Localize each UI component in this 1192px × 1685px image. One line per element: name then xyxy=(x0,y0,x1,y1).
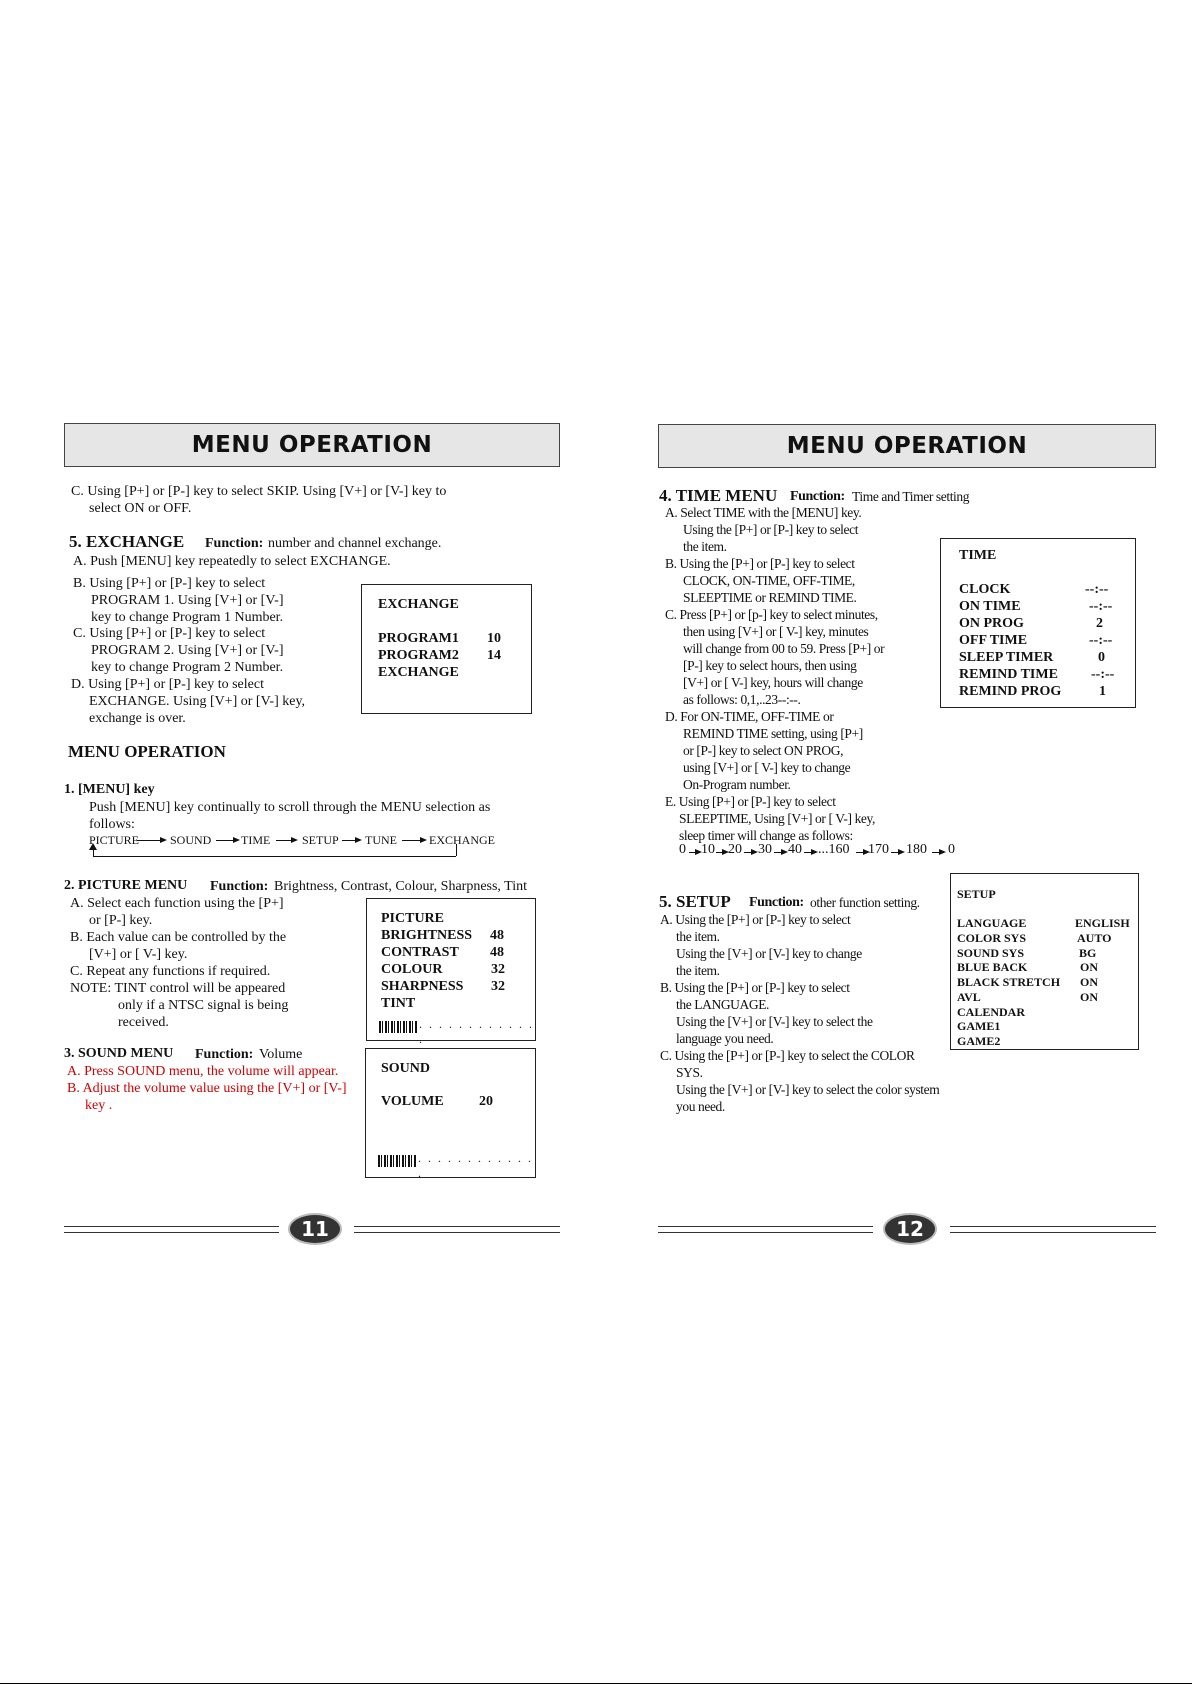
level-bar-icon xyxy=(378,1155,416,1167)
exchange-function-label: Function: xyxy=(205,536,264,551)
sound-line: key . xyxy=(85,1098,113,1113)
picture-line: received. xyxy=(118,1015,169,1030)
exchange-line: D. Using [P+] or [P-] key to select xyxy=(71,677,264,692)
exchange-box-title: EXCHANGE xyxy=(378,597,459,612)
time-box-value: --:-- xyxy=(1089,633,1113,648)
loop-line-bottom xyxy=(93,856,456,857)
setup-line: SYS. xyxy=(676,1065,703,1080)
skip-line-1: C. Using [P+] or [P-] key to select SKIP. Using [V+] or [V-] key to xyxy=(71,484,447,499)
setup-box-value: ON xyxy=(1080,990,1098,1004)
setup-line: Using the [V+] or [V-] key to select the xyxy=(676,1014,873,1029)
setup-box-title: SETUP xyxy=(957,887,996,901)
sleep-value: 40 xyxy=(788,842,802,857)
picture-line: C. Repeat any functions if required. xyxy=(70,964,271,979)
menu-operation-heading: MENU OPERATION xyxy=(68,742,226,761)
setup-box-label: GAME1 xyxy=(957,1019,1001,1033)
flow-item-setup: SETUP xyxy=(302,833,339,847)
flow-item-tune: TUNE xyxy=(365,833,397,847)
arrow-icon xyxy=(932,852,944,853)
setup-function-value: other function setting. xyxy=(810,895,920,910)
level-bar-icon xyxy=(379,1021,417,1033)
arrow-icon xyxy=(774,852,786,853)
sound-heading: 3. SOUND MENU xyxy=(64,1046,174,1061)
level-dots: . . . . . . . . . . . . . xyxy=(419,1017,534,1046)
time-function-value: Time and Timer setting xyxy=(852,489,970,504)
time-box-label: REMIND PROG xyxy=(959,684,1062,699)
page-banner-left xyxy=(64,423,560,467)
setup-box-label: CALENDAR xyxy=(957,1005,1026,1019)
setup-box-value: BG xyxy=(1079,946,1097,960)
sound-box-value: 20 xyxy=(479,1094,493,1109)
flow-item-exchange: EXCHANGE xyxy=(429,833,495,847)
exchange-line: key to change Program 1 Number. xyxy=(91,610,284,625)
time-line: D. For ON-TIME, OFF-TIME or xyxy=(665,709,834,724)
picture-line: or [P-] key. xyxy=(89,913,153,928)
time-box-label: REMIND TIME xyxy=(959,667,1058,682)
exchange-line: PROGRAM 1. Using [V+] or [V-] xyxy=(91,593,284,608)
exchange-line: B. Using [P+] or [P-] key to select xyxy=(73,576,266,591)
time-box-label: SLEEP TIMER xyxy=(959,650,1054,665)
arrow-icon xyxy=(856,852,868,853)
setup-line: the item. xyxy=(676,963,720,978)
setup-box-value: AUTO xyxy=(1077,931,1112,945)
time-line: then using [V+] or [ V-] key, minutes xyxy=(683,624,869,639)
time-line: SLEEPTIME or REMIND TIME. xyxy=(683,590,857,605)
picture-osd-box xyxy=(366,898,536,1046)
picture-line: A. Select each function using the [P+] xyxy=(70,896,284,911)
exchange-heading: 5. EXCHANGE xyxy=(69,532,185,551)
sleep-value: 170 xyxy=(868,842,889,857)
flow-item-picture: PICTURE xyxy=(89,833,140,847)
time-box-value: 1 xyxy=(1099,684,1106,699)
time-osd-box xyxy=(940,538,1136,708)
exchange-line: EXCHANGE. Using [V+] or [V-] key, xyxy=(89,694,306,709)
setup-line: B. Using the [P+] or [P-] key to select xyxy=(660,980,850,995)
setup-box-label: SOUND SYS xyxy=(957,946,1025,960)
time-line: A. Select TIME with the [MENU] key. xyxy=(665,505,862,520)
flow-item-time: TIME xyxy=(241,833,271,847)
exchange-line: key to change Program 2 Number. xyxy=(91,660,284,675)
time-line: SLEEPTIME, Using [V+] or [ V-] key, xyxy=(679,811,875,826)
time-box-label: CLOCK xyxy=(959,582,1011,597)
exchange-line: PROGRAM 2. Using [V+] or [V-] xyxy=(91,643,284,658)
picture-heading: 2. PICTURE MENU xyxy=(64,878,188,893)
time-box-label: ON PROG xyxy=(959,616,1024,631)
time-line: or [P-] key to select ON PROG, xyxy=(683,743,844,758)
loop-line-left xyxy=(93,849,94,856)
menu-key-line: follows: xyxy=(89,817,135,832)
arrow-icon xyxy=(804,852,816,853)
time-line: REMIND TIME setting, using [P+] xyxy=(683,726,863,741)
picture-box-value: 32 xyxy=(491,962,505,977)
time-line: B. Using the [P+] or [P-] key to select xyxy=(665,556,855,571)
sleep-value: 180 xyxy=(906,842,927,857)
arrow-icon xyxy=(137,840,165,841)
exchange-line: exchange is over. xyxy=(89,711,186,726)
picture-box-value: 48 xyxy=(490,928,504,943)
setup-heading: 5. SETUP xyxy=(659,892,731,911)
level-dots: . . . . . . . . . . . . . xyxy=(418,1151,533,1180)
flow-item-sound: SOUND xyxy=(170,833,212,847)
sound-box-title: SOUND xyxy=(381,1061,431,1076)
sound-box-label: VOLUME xyxy=(381,1094,444,1109)
time-line: using [V+] or [ V-] key to change xyxy=(683,760,851,775)
setup-line: Using the [V+] or [V-] key to select the color system xyxy=(676,1082,940,1097)
time-heading: 4. TIME MENU xyxy=(659,486,778,505)
setup-line: you need. xyxy=(676,1099,725,1114)
setup-box-label: BLUE BACK xyxy=(957,960,1028,974)
sound-osd-box xyxy=(365,1048,536,1178)
time-line: On-Program number. xyxy=(683,777,791,792)
setup-line: C. Using the [P+] or [P-] key to select the COLOR xyxy=(660,1048,915,1063)
picture-box-value: 48 xyxy=(490,945,504,960)
arrow-icon xyxy=(689,852,700,853)
picture-line: B. Each value can be controlled by the xyxy=(70,930,287,945)
time-box-title: TIME xyxy=(959,548,997,563)
time-box-label: ON TIME xyxy=(959,599,1021,614)
time-box-value: 0 xyxy=(1098,650,1105,665)
picture-box-label: SHARPNESS xyxy=(381,979,464,994)
time-line: will change from 00 to 59. Press [P+] or xyxy=(683,641,885,656)
time-line: E. Using [P+] or [P-] key to select xyxy=(665,794,836,809)
picture-line: NOTE: TINT control will be appeared xyxy=(70,981,286,996)
setup-box-label: GAME2 xyxy=(957,1034,1001,1048)
exchange-line: A. Push [MENU] key repeatedly to select EXCHANGE. xyxy=(73,554,391,569)
exchange-box-value: 14 xyxy=(487,648,501,663)
picture-line: [V+] or [ V-] key. xyxy=(89,947,188,962)
banner-title: MENU OPERATION xyxy=(191,432,433,458)
picture-function-value: Brightness, Contrast, Colour, Sharpness, Tint xyxy=(274,879,528,894)
picture-line: only if a NTSC signal is being xyxy=(118,998,289,1013)
time-line: [V+] or [ V-] key, hours will change xyxy=(683,675,863,690)
setup-box-value: ENGLISH xyxy=(1075,916,1130,930)
time-box-label: OFF TIME xyxy=(959,633,1028,648)
sound-function-label: Function: xyxy=(195,1047,254,1062)
sleep-value: 20 xyxy=(728,842,742,857)
arrow-icon xyxy=(891,852,903,853)
setup-line: language you need. xyxy=(676,1031,774,1046)
picture-box-label: CONTRAST xyxy=(381,945,459,960)
arrow-icon xyxy=(744,852,756,853)
time-line: as follows: 0,1,..23--:--. xyxy=(683,692,801,707)
picture-box-label: TINT xyxy=(381,996,416,1011)
banner-title: MENU OPERATION xyxy=(786,433,1028,459)
setup-box-value: ON xyxy=(1080,960,1098,974)
time-box-value: --:-- xyxy=(1085,582,1109,597)
exchange-box-label: PROGRAM2 xyxy=(378,648,459,663)
arrow-icon xyxy=(276,840,296,841)
loop-line-right xyxy=(456,844,457,856)
sleep-value: 0 xyxy=(948,842,955,857)
setup-line: the LANGUAGE. xyxy=(676,997,770,1012)
time-line: sleep timer will change as follows: xyxy=(679,828,853,843)
time-box-value: --:-- xyxy=(1089,599,1113,614)
sleep-value: 30 xyxy=(758,842,772,857)
setup-line: A. Using the [P+] or [P-] key to select xyxy=(660,912,851,927)
arrow-icon xyxy=(716,852,727,853)
setup-line: Using the [V+] or [V-] key to change xyxy=(676,946,862,961)
menu-key-line: Push [MENU] key continually to scroll through the MENU selection as xyxy=(89,800,491,815)
sound-function-value: Volume xyxy=(259,1047,303,1062)
picture-box-title: PICTURE xyxy=(381,911,445,926)
setup-line: the item. xyxy=(676,929,720,944)
setup-box-label: COLOR SYS xyxy=(957,931,1027,945)
time-line: C. Press [P+] or [p-] key to select minutes, xyxy=(665,607,878,622)
time-line: Using the [P+] or [P-] key to select xyxy=(683,522,859,537)
page-number: 12 xyxy=(885,1215,935,1243)
skip-line-2: select ON or OFF. xyxy=(89,501,192,516)
arrow-up-icon xyxy=(89,843,97,850)
exchange-function-value: number and channel exchange. xyxy=(268,536,442,551)
time-function-label: Function: xyxy=(790,489,845,504)
sound-line: B. Adjust the volume value using the [V+] or [V-] xyxy=(67,1081,347,1096)
arrow-icon xyxy=(402,840,425,841)
setup-box-label: AVL xyxy=(957,990,981,1004)
sleep-value: ...160 xyxy=(818,842,850,857)
exchange-osd-box xyxy=(361,584,532,714)
exchange-box-value: 10 xyxy=(487,631,501,646)
time-line: the item. xyxy=(683,539,727,554)
time-box-value: 2 xyxy=(1096,616,1103,631)
setup-box-value: ON xyxy=(1080,975,1098,989)
setup-box-label: BLACK STRETCH xyxy=(957,975,1061,989)
time-line: [P-] key to select hours, then using xyxy=(683,658,857,673)
page-number: 11 xyxy=(290,1215,340,1243)
exchange-box-label: PROGRAM1 xyxy=(378,631,459,646)
setup-function-label: Function: xyxy=(749,895,804,910)
sleep-value: 10 xyxy=(701,842,715,857)
menu-key-heading: 1. [MENU] key xyxy=(64,782,155,797)
page-banner-right xyxy=(658,424,1156,468)
setup-osd-box xyxy=(950,873,1139,1050)
arrow-icon xyxy=(342,840,360,841)
arrow-icon xyxy=(216,840,238,841)
time-line: CLOCK, ON-TIME, OFF-TIME, xyxy=(683,573,855,588)
page-bottom-edge xyxy=(0,1683,1192,1684)
time-box-value: --:-- xyxy=(1091,667,1115,682)
picture-box-label: COLOUR xyxy=(381,962,443,977)
setup-box-label: LANGUAGE xyxy=(957,916,1027,930)
sound-line: A. Press SOUND menu, the volume will appear. xyxy=(67,1064,339,1079)
exchange-line: C. Using [P+] or [P-] key to select xyxy=(73,626,266,641)
picture-box-value: 32 xyxy=(491,979,505,994)
exchange-box-label: EXCHANGE xyxy=(378,665,459,680)
sleep-value: 0 xyxy=(679,842,686,857)
picture-function-label: Function: xyxy=(210,879,269,894)
picture-box-label: BRIGHTNESS xyxy=(381,928,473,943)
